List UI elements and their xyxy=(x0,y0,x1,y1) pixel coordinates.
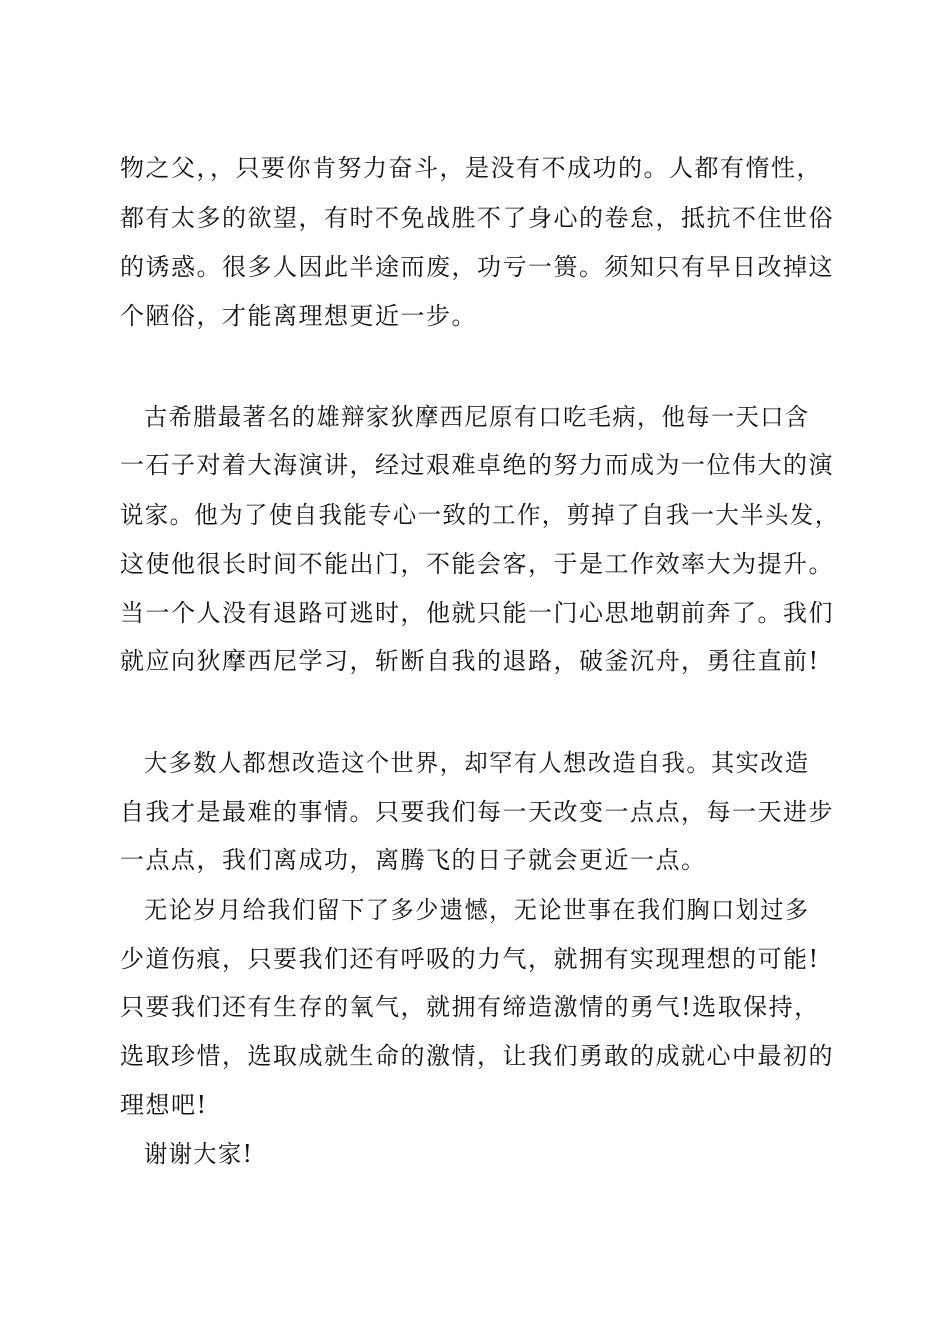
text-line: 一石子对着大海演讲，经过艰难卓绝的努力而成为一位伟大的演 xyxy=(120,451,834,479)
text-line: 大多数人都想改造这个世界，却罕有人想改造自我。其实改造 xyxy=(144,749,810,777)
text-line: 说家。他为了使自我能专心一致的工作，剪掉了自我一大半头发， xyxy=(120,501,840,529)
text-line: 都有太多的欲望，有时不免战胜不了身心的卷怠，抵抗不住世俗 xyxy=(120,204,834,232)
text-line: 个陋俗，才能离理想更近一步。 xyxy=(120,302,477,330)
text-line: 物之父，，只要你肯努力奋斗，是没有不成功的。人都有惰性， xyxy=(120,154,822,182)
text-line: 当一个人没有退路可逃时，他就只能一门心思地朝前奔了。我们 xyxy=(120,599,834,627)
text-line: 自我才是最难的事情。只要我们每一天改变一点点，每一天进步 xyxy=(120,798,834,826)
text-line: 一点点，我们离成功，离腾飞的日子就会更近一点。 xyxy=(120,846,707,874)
text-line: 谢谢大家! xyxy=(144,1140,254,1168)
text-line: 这使他很长时间不能出门，不能会客，于是工作效率大为提升。 xyxy=(120,550,834,578)
text-line: 就应向狄摩西尼学习，斩断自我的退路，破釜沉舟，勇往直前! xyxy=(120,647,820,675)
text-line: 理想吧! xyxy=(120,1091,208,1119)
text-line: 只要我们还有生存的氧气，就拥有缔造激情的勇气!选取保持， xyxy=(120,993,820,1021)
text-line: 的诱惑。很多人因此半途而废，功亏一篑。须知只有早日改掉这 xyxy=(120,253,834,281)
text-line: 古希腊最著名的雄辩家狄摩西尼原有口吃毛病，他每一天口含 xyxy=(144,403,810,431)
text-line: 少道伤痕，只要我们还有呼吸的力气，就拥有实现理想的可能! xyxy=(120,945,820,973)
text-line: 选取珍惜，选取成就生命的激情，让我们勇敢的成就心中最初的 xyxy=(120,1042,834,1070)
text-line: 无论岁月给我们留下了多少遗憾，无论世事在我们胸口划过多 xyxy=(144,896,810,924)
